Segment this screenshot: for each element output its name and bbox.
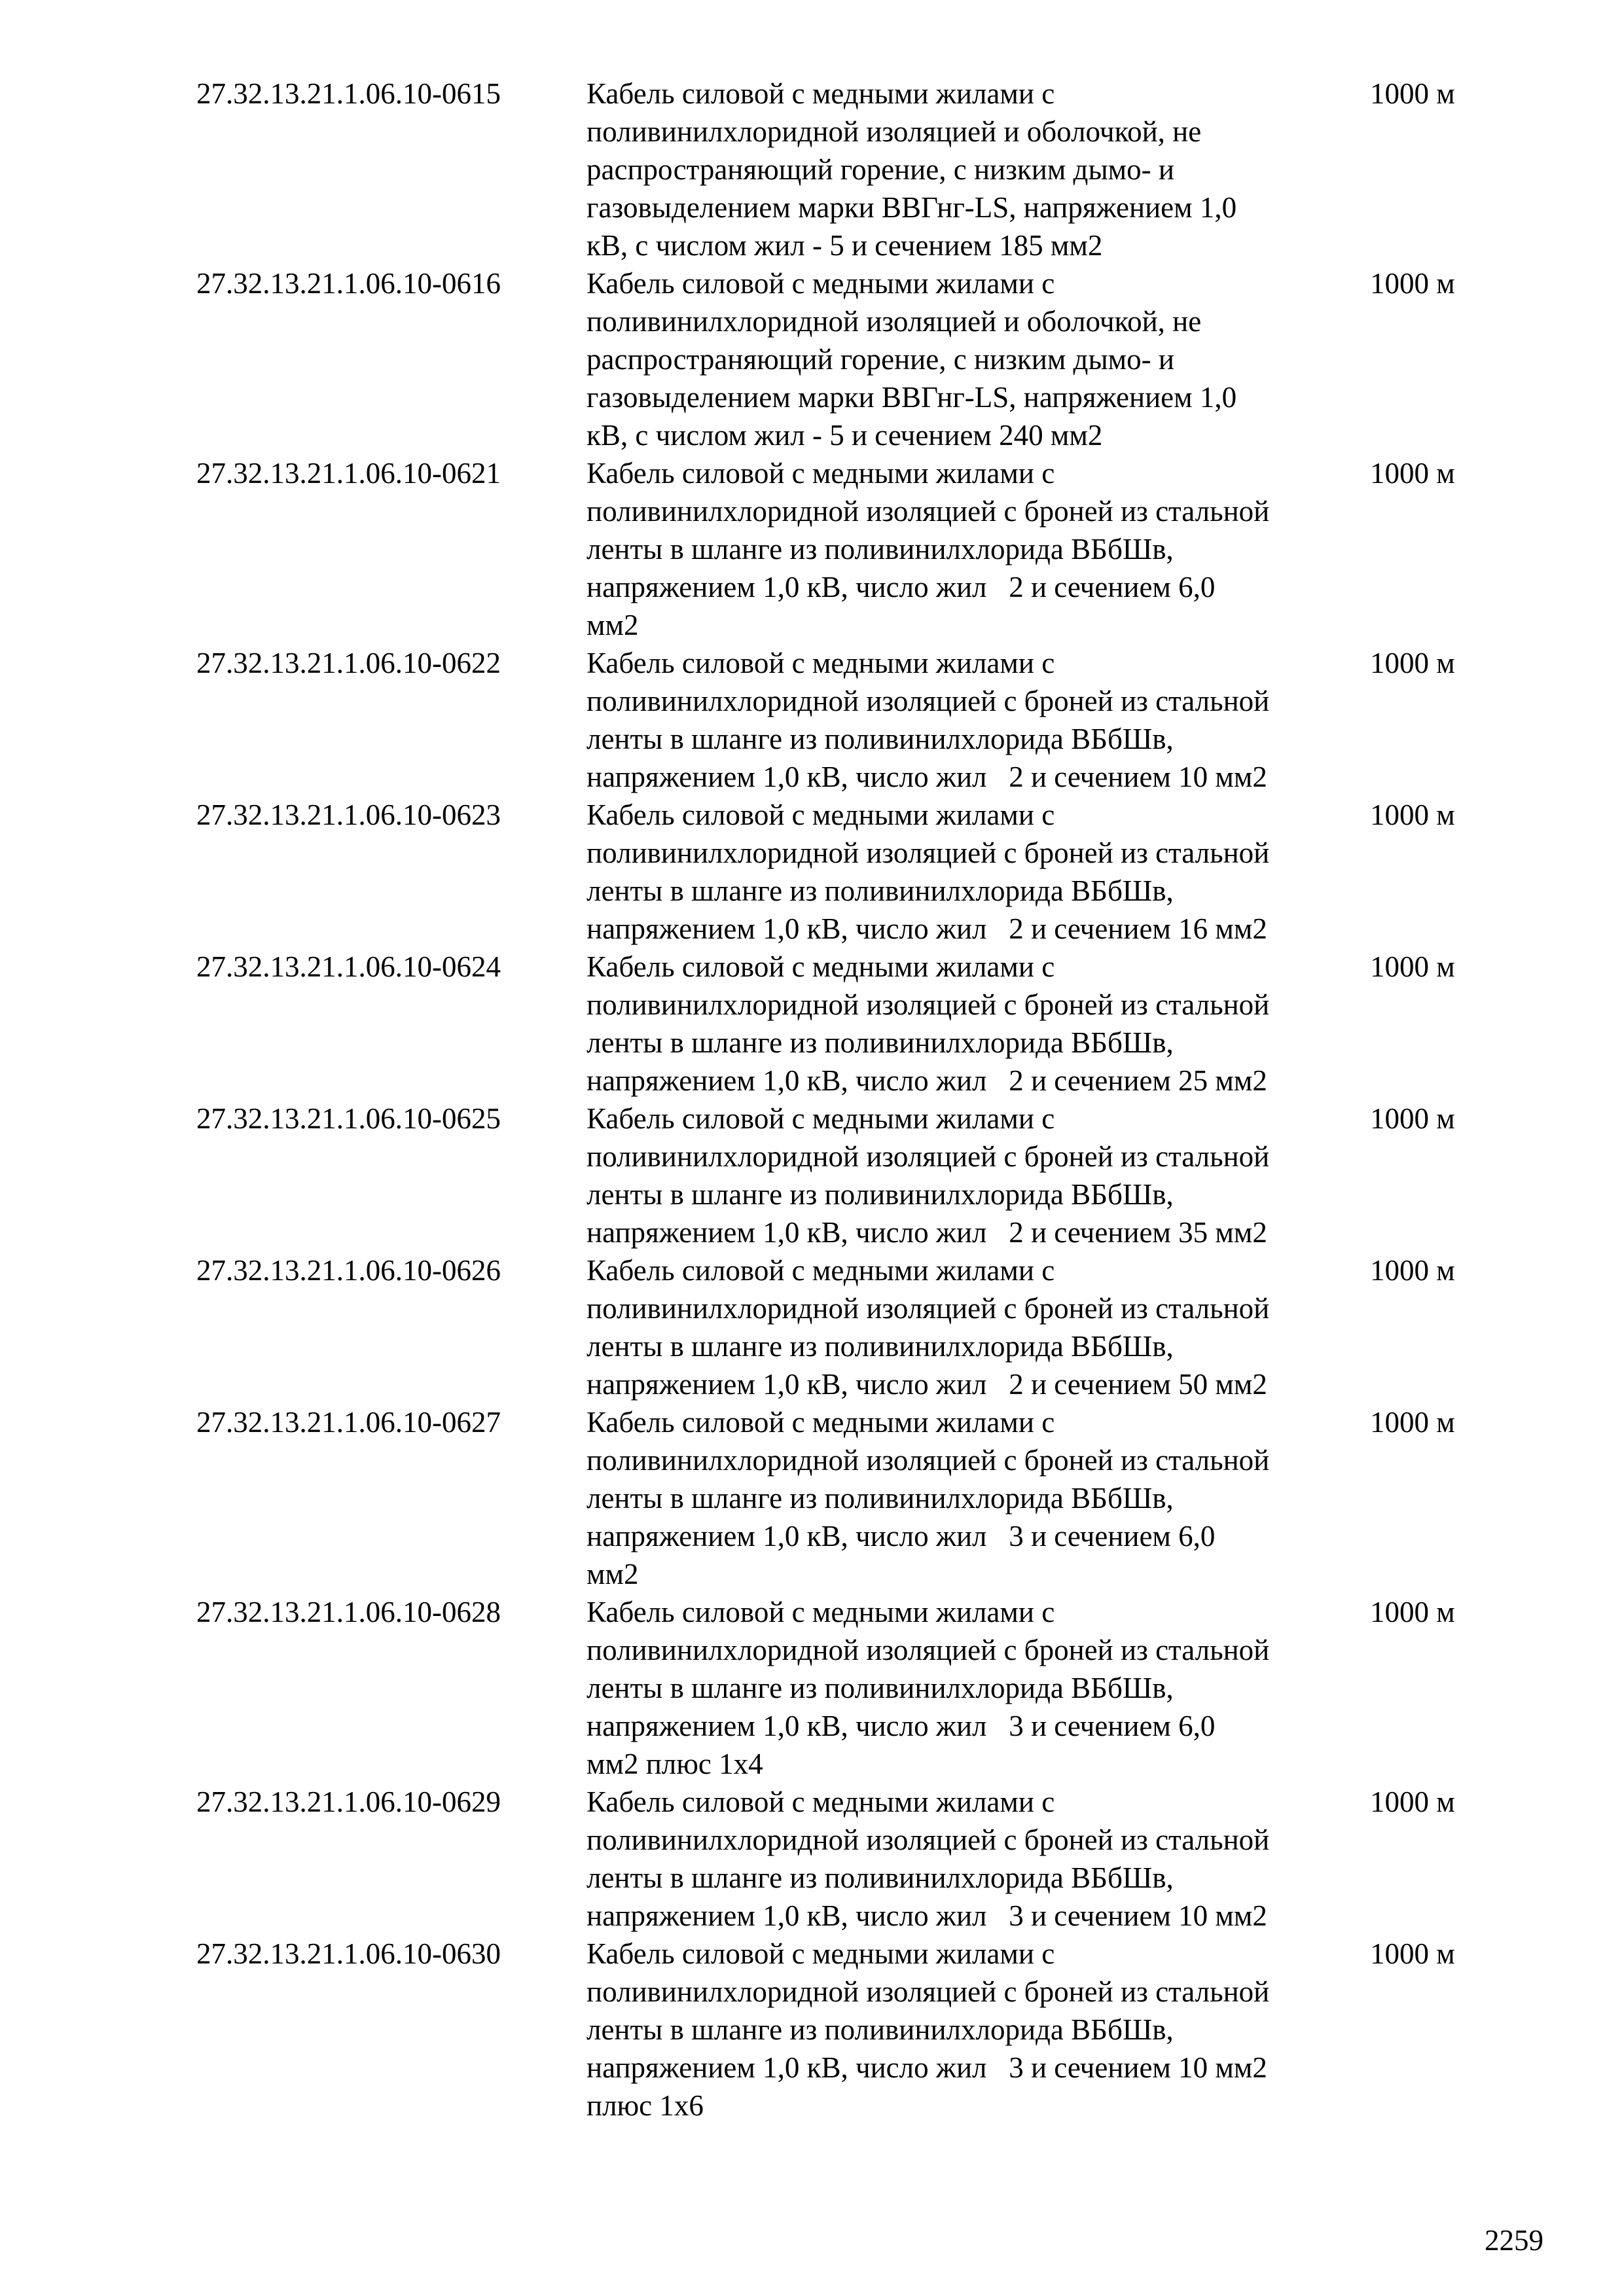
description-line: Кабель силовой с медными жилами с: [586, 1406, 1055, 1439]
description-line: поливинилхлоридной изоляцией с броней из стальной: [586, 1292, 1270, 1325]
description-line: плюс 1х6: [586, 2089, 704, 2122]
description-line: Кабель силовой с медными жилами с: [586, 798, 1055, 831]
description-line: ленты в шланге из поливинилхлорида ВБбШв,: [586, 533, 1174, 565]
description-line: поливинилхлоридной изоляцией с броней из стальной: [586, 1444, 1270, 1477]
description-line: поливинилхлоридной изоляцией и оболочкой, не: [586, 305, 1202, 338]
description-line: Кабель силовой с медными жилами с: [586, 647, 1055, 679]
description-line: напряжением 1,0 кВ, число жил 2 и сечением 10 мм2: [586, 761, 1267, 793]
description-line: поливинилхлоридной изоляцией с броней из стальной: [586, 1634, 1270, 1666]
description-line: газовыделением марки ВВГнг-LS, напряжением 1,0: [586, 191, 1237, 224]
resource-unit: 1000 м: [1370, 77, 1455, 110]
resource-description: [586, 1783, 1365, 1935]
resource-description: [586, 948, 1365, 1100]
description-line: Кабель силовой с медными жилами с: [586, 1102, 1055, 1135]
resource-code: 27.32.13.21.1.06.10-0626: [196, 1254, 501, 1287]
description-line: поливинилхлоридной изоляцией с броней из стальной: [586, 495, 1270, 528]
description-line: напряжением 1,0 кВ, число жил 2 и сечением 35 мм2: [586, 1216, 1267, 1249]
description-line: Кабель силовой с медными жилами с: [586, 1596, 1055, 1628]
resource-row: [0, 1251, 1624, 1403]
description-line: поливинилхлоридной изоляцией с броней из стальной: [586, 1140, 1270, 1173]
resource-unit: 1000 м: [1370, 1102, 1455, 1135]
description-line: ленты в шланге из поливинилхлорида ВБбШв,: [586, 2013, 1174, 2046]
description-line: ленты в шланге из поливинилхлорида ВБбШв,: [586, 723, 1174, 755]
resource-unit: 1000 м: [1370, 457, 1455, 490]
resource-code: 27.32.13.21.1.06.10-0627: [196, 1406, 501, 1439]
resource-code: 27.32.13.21.1.06.10-0625: [196, 1102, 501, 1135]
resource-description: [586, 1593, 1365, 1783]
resource-description: [586, 644, 1365, 796]
description-line: кВ, с числом жил - 5 и сечением 185 мм2: [586, 229, 1103, 262]
description-line: напряжением 1,0 кВ, число жил 3 и сечением 6,0: [586, 1710, 1216, 1742]
description-line: ленты в шланге из поливинилхлорида ВБбШв,: [586, 1330, 1174, 1363]
resource-list: [0, 75, 1624, 2125]
resource-row: [0, 796, 1624, 948]
resource-row: [0, 1935, 1624, 2125]
resource-code: 27.32.13.21.1.06.10-0630: [196, 1937, 501, 1970]
resource-unit: 1000 м: [1370, 267, 1455, 300]
description-line: распространяющий горение, с низким дымо- и: [586, 153, 1174, 186]
resource-row: [0, 1403, 1624, 1593]
description-line: поливинилхлоридной изоляцией с броней из стальной: [586, 988, 1270, 1021]
resource-row: [0, 264, 1624, 454]
page-number: 2259: [1485, 2224, 1543, 2257]
resource-code: 27.32.13.21.1.06.10-0622: [196, 647, 501, 679]
resource-description: [586, 1935, 1365, 2125]
description-line: Кабель силовой с медными жилами с: [586, 1254, 1055, 1287]
resource-code: 27.32.13.21.1.06.10-0628: [196, 1596, 501, 1628]
resource-code: 27.32.13.21.1.06.10-0615: [196, 77, 501, 110]
description-line: ленты в шланге из поливинилхлорида ВБбШв,: [586, 1482, 1174, 1515]
description-line: напряжением 1,0 кВ, число жил 2 и сечением 16 мм2: [586, 912, 1267, 945]
resource-row: [0, 454, 1624, 644]
description-line: напряжением 1,0 кВ, число жил 2 и сечением 6,0: [586, 571, 1216, 603]
description-line: поливинилхлоридной изоляцией с броней из стальной: [586, 685, 1270, 717]
description-line: напряжением 1,0 кВ, число жил 3 и сечением 10 мм2: [586, 2051, 1267, 2084]
description-line: поливинилхлоридной изоляцией с броней из стальной: [586, 1823, 1270, 1856]
description-line: поливинилхлоридной изоляцией с броней из стальной: [586, 836, 1270, 869]
description-line: Кабель силовой с медными жилами с: [586, 267, 1055, 300]
description-line: напряжением 1,0 кВ, число жил 3 и сечением 10 мм2: [586, 1899, 1267, 1932]
resource-code: 27.32.13.21.1.06.10-0621: [196, 457, 501, 490]
resource-code: 27.32.13.21.1.06.10-0624: [196, 950, 501, 983]
resource-row: [0, 644, 1624, 796]
resource-row: [0, 75, 1624, 264]
resource-row: [0, 1783, 1624, 1935]
resource-description: [586, 1251, 1365, 1403]
resource-unit: 1000 м: [1370, 950, 1455, 983]
resource-description: [586, 264, 1365, 454]
resource-unit: 1000 м: [1370, 1785, 1455, 1818]
resource-code: 27.32.13.21.1.06.10-0616: [196, 267, 501, 300]
description-line: мм2 плюс 1х4: [586, 1748, 763, 1780]
description-line: Кабель силовой с медными жилами с: [586, 1937, 1055, 1970]
resource-unit: 1000 м: [1370, 1406, 1455, 1439]
resource-description: [586, 1403, 1365, 1593]
description-line: мм2: [586, 1558, 639, 1590]
resource-description: [586, 796, 1365, 948]
resource-unit: 1000 м: [1370, 1596, 1455, 1628]
resource-unit: 1000 м: [1370, 647, 1455, 679]
description-line: напряжением 1,0 кВ, число жил 3 и сечением 6,0: [586, 1520, 1216, 1552]
resource-code: 27.32.13.21.1.06.10-0623: [196, 798, 501, 831]
resource-unit: 1000 м: [1370, 1937, 1455, 1970]
description-line: напряжением 1,0 кВ, число жил 2 и сечением 50 мм2: [586, 1368, 1267, 1401]
resource-row: [0, 948, 1624, 1100]
resource-description: [586, 75, 1365, 264]
description-line: распространяющий горение, с низким дымо- и: [586, 343, 1174, 376]
description-line: ленты в шланге из поливинилхлорида ВБбШв,: [586, 1178, 1174, 1211]
description-line: Кабель силовой с медными жилами с: [586, 950, 1055, 983]
resource-unit: 1000 м: [1370, 798, 1455, 831]
description-line: кВ, с числом жил - 5 и сечением 240 мм2: [586, 419, 1103, 452]
description-line: Кабель силовой с медными жилами с: [586, 77, 1055, 110]
description-line: напряжением 1,0 кВ, число жил 2 и сечением 25 мм2: [586, 1064, 1267, 1097]
description-line: поливинилхлоридной изоляцией и оболочкой, не: [586, 115, 1202, 148]
description-line: ленты в шланге из поливинилхлорида ВБбШв,: [586, 1861, 1174, 1894]
description-line: Кабель силовой с медными жилами с: [586, 1785, 1055, 1818]
resource-unit: 1000 м: [1370, 1254, 1455, 1287]
resource-row: [0, 1100, 1624, 1251]
description-line: мм2: [586, 609, 639, 641]
resource-description: [586, 454, 1365, 644]
description-line: Кабель силовой с медными жилами с: [586, 457, 1055, 490]
resource-description: [586, 1100, 1365, 1251]
description-line: ленты в шланге из поливинилхлорида ВБбШв,: [586, 874, 1174, 907]
description-line: ленты в шланге из поливинилхлорида ВБбШв,: [586, 1672, 1174, 1704]
resource-code: 27.32.13.21.1.06.10-0629: [196, 1785, 501, 1818]
description-line: газовыделением марки ВВГнг-LS, напряжением 1,0: [586, 381, 1237, 414]
description-line: ленты в шланге из поливинилхлорида ВБбШв,: [586, 1026, 1174, 1059]
description-line: поливинилхлоридной изоляцией с броней из стальной: [586, 1975, 1270, 2008]
resource-row: [0, 1593, 1624, 1783]
